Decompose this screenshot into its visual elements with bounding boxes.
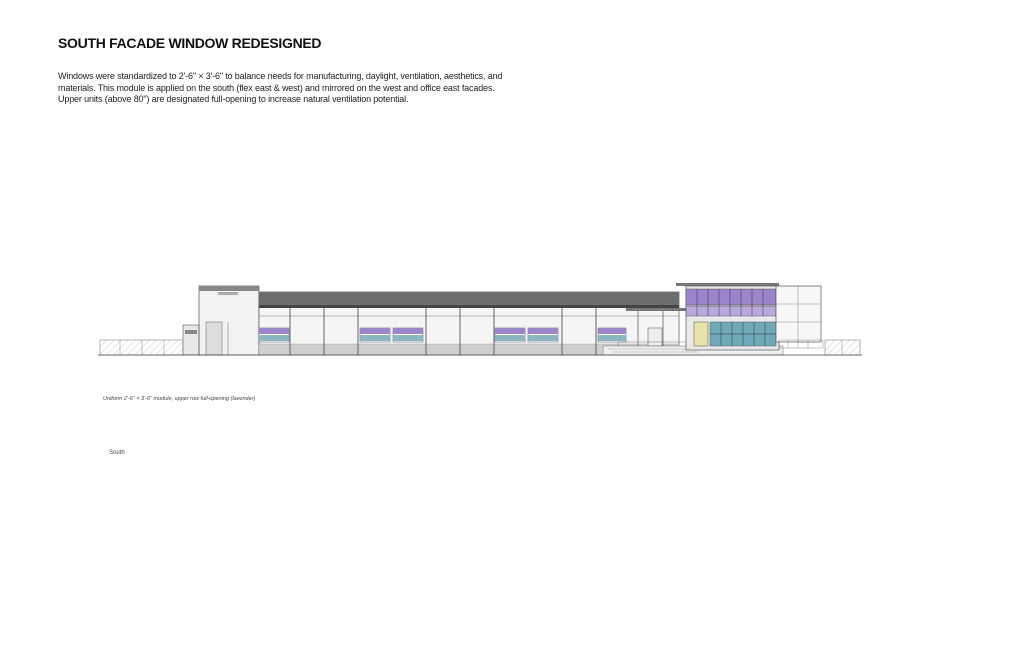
description-line-1: Windows were standardized to 2'-6" × 3'-6" to balance needs for manufacturing, daylight, ventilation, aesthetics, and [58,71,503,81]
main-flex-block [259,292,679,355]
page-title: SOUTH FACADE WINDOW REDESIGNED [58,35,322,51]
description-line-3: Upper units (above 80") are designated full-opening to increase natural ventilation potential. [58,94,409,104]
orientation-label: South [109,450,125,456]
east-block [776,286,823,348]
description-text [58,71,538,106]
left-fence [100,340,183,355]
office-block [676,283,779,350]
description-line-2: materials. This module is applied on the south (flex east & west) and mirrored on the west and office east facades. [58,82,495,93]
left-tower [199,286,266,355]
right-fence [825,340,860,355]
south-elevation-drawing [98,278,863,360]
drawing-caption: Uniform 2'-6" × 3'-6" module, upper row full-opening (lavender) [103,396,256,402]
left-annex [183,325,199,355]
